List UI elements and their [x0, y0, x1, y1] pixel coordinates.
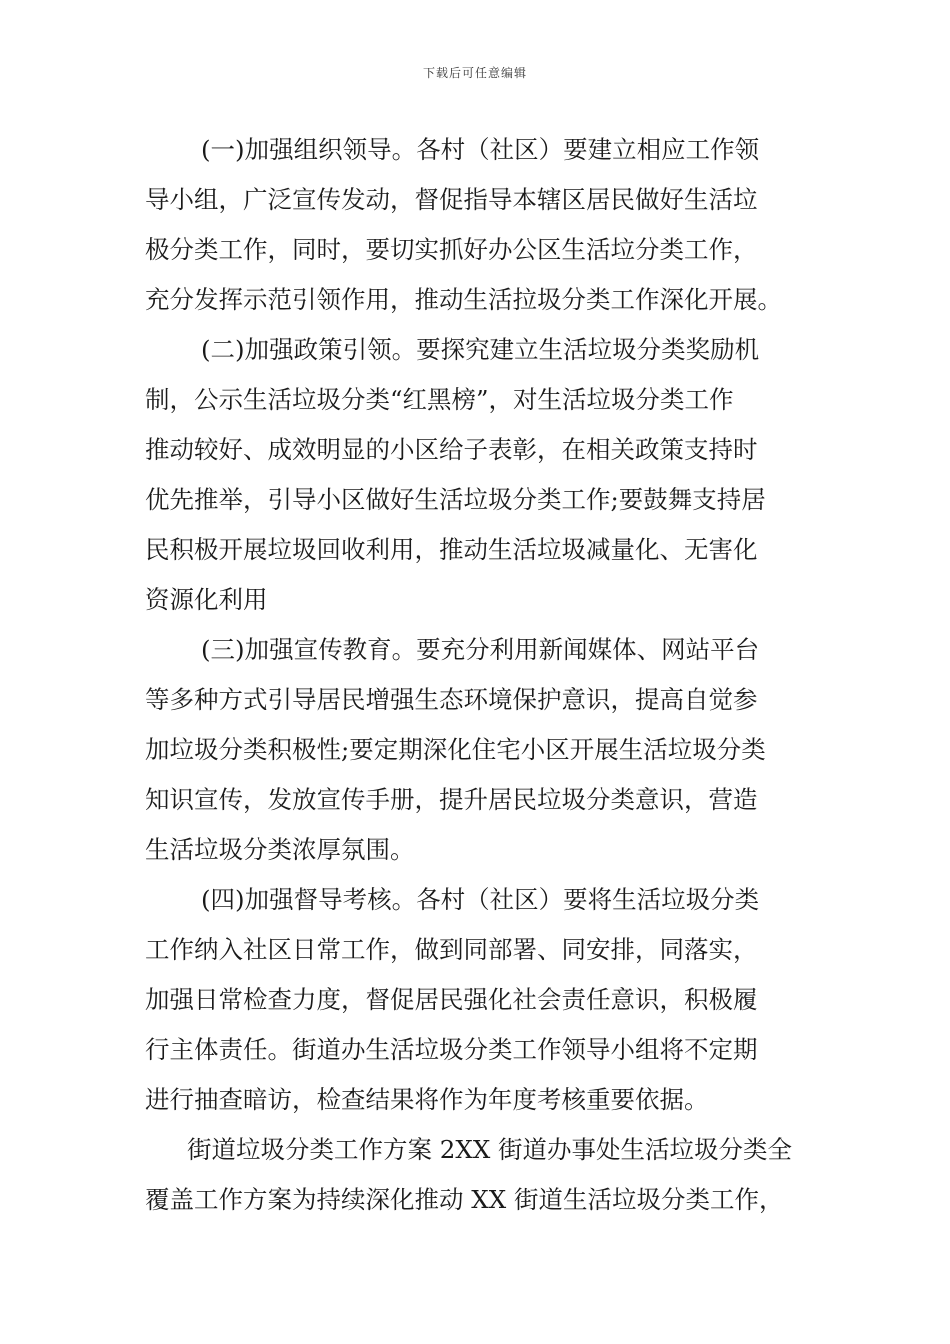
document-body — [145, 128, 809, 1228]
text-line: 等多种方式引导居民增强生态环境保护意识，提高自觉参 — [145, 685, 758, 714]
text-line: 加垃圾分类积极性;要定期深化住宅小区开展生活垃圾分类 — [145, 735, 766, 764]
text-line: 推动较好、成效明显的小区给子表彰，在相关政策支持时 — [145, 435, 758, 464]
text-line: (四)加强督导考核。各村（社区）要将生活垃圾分类 — [201, 885, 760, 914]
text-line: 行主体责任。街道办生活垃圾分类工作领导小组将不定期 — [145, 1035, 758, 1064]
text-line: 民积极开展垃圾回收利用，推动生活垃圾减量化、无害化 — [145, 535, 758, 564]
text-line: 制，公示生活垃圾分类“红黑榜”，对生活垃圾分类工作 — [145, 385, 734, 414]
text-line: 街道垃圾分类工作方案 2XX 街道办事处生活垃圾分类全 — [187, 1135, 793, 1164]
text-line: 充分发挥示范引领作用，推动生活拉圾分类工作深化开展。 — [145, 285, 782, 314]
text-line: 工作纳入社区日常工作，做到同部署、同安排，同落实， — [145, 935, 758, 964]
page-header: 下载后可任意编辑 — [422, 66, 527, 80]
text-line: 极分类工作，同时，要切实抓好办公区生活垃分类工作， — [145, 235, 758, 264]
text-line: 优先推举，引导小区做好生活垃圾分类工作;要鼓舞支持居 — [145, 485, 766, 514]
text-line: 知识宣传，发放宣传手册，提升居民垃圾分类意识，营造 — [145, 785, 758, 814]
text-line: 资源化利用 — [145, 585, 268, 614]
text-line: (二)加强政策引领。要探究建立生活垃圾分类奖励机 — [201, 335, 760, 364]
text-line: 进行抽查暗访，检查结果将作为年度考核重要依据。 — [145, 1085, 709, 1114]
text-line: (一)加强组织领导。各村（社区）要建立相应工作领 — [201, 135, 760, 164]
text-line: 加强日常检查力度，督促居民强化社会责任意识，积极履 — [145, 985, 758, 1014]
text-line: (三)加强宣传教育。要充分利用新闻媒体、网站平台 — [201, 635, 760, 664]
text-line: 生活垃圾分类浓厚氛围。 — [145, 835, 415, 864]
text-line: 导小组，广泛宣传发动，督促指导本辖区居民做好生活垃 — [145, 185, 758, 214]
text-line: 覆盖工作方案为持续深化推动 XX 街道生活垃圾分类工作， — [145, 1185, 784, 1214]
